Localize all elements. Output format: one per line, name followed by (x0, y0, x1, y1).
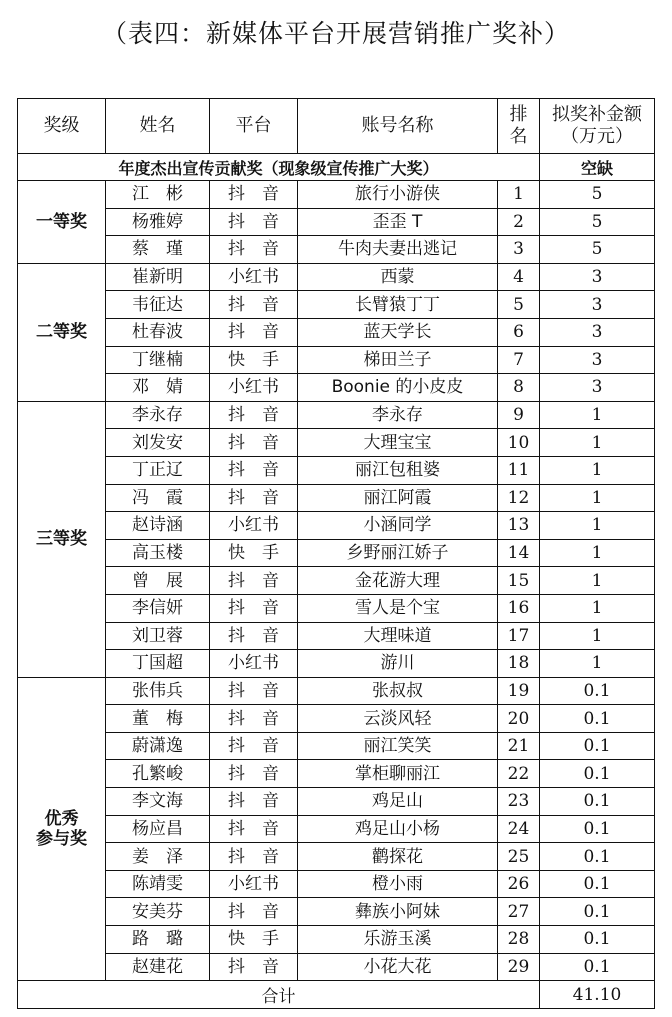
amount-cell: 0.1 (540, 926, 655, 954)
name-cell: 高玉楼 (106, 539, 210, 567)
name-cell: 蔚潇逸 (106, 732, 210, 760)
account-cell: 彝族小阿妹 (298, 898, 498, 926)
account-cell: 张叔叔 (298, 677, 498, 705)
table-row (18, 760, 655, 788)
rank-cell: 18 (498, 650, 540, 678)
platform-cell: 快 手 (210, 346, 298, 374)
platform-cell: 抖 音 (210, 594, 298, 622)
table-row (18, 484, 655, 512)
platform-cell: 抖 音 (210, 401, 298, 429)
rank-cell: 10 (498, 429, 540, 457)
name-cell: 杨应昌 (106, 815, 210, 843)
table-row (18, 236, 655, 264)
name-cell: 李永存 (106, 401, 210, 429)
document-title: （表四：新媒体平台开展营销推广奖补） (101, 19, 570, 48)
rank-cell: 8 (498, 374, 540, 402)
account-cell: 游川 (298, 650, 498, 678)
table-row (18, 870, 655, 898)
amount-cell: 3 (540, 346, 655, 374)
platform-cell: 小红书 (210, 374, 298, 402)
amount-cell: 1 (540, 567, 655, 595)
table-row (18, 539, 655, 567)
name-cell: 刘发安 (106, 429, 210, 457)
amount-cell: 1 (540, 594, 655, 622)
award-level-cell (18, 181, 106, 264)
name-cell: 姜 泽 (106, 843, 210, 871)
account-cell: 乐游玉溪 (298, 926, 498, 954)
table-row (18, 181, 655, 209)
platform-cell: 抖 音 (210, 208, 298, 236)
name-cell: 刘卫蓉 (106, 622, 210, 650)
account-cell: 云淡风轻 (298, 705, 498, 733)
amount-cell: 3 (540, 374, 655, 402)
platform-cell: 抖 音 (210, 677, 298, 705)
total-value: 41.10 (540, 981, 655, 1009)
rank-cell: 9 (498, 401, 540, 429)
amount-cell: 1 (540, 622, 655, 650)
rank-cell: 26 (498, 870, 540, 898)
table-row (18, 291, 655, 319)
name-cell: 孔繁峻 (106, 760, 210, 788)
account-cell: 鹳探花 (298, 843, 498, 871)
platform-cell: 快 手 (210, 539, 298, 567)
platform-cell: 抖 音 (210, 318, 298, 346)
amount-cell: 1 (540, 512, 655, 540)
platform-cell: 抖 音 (210, 484, 298, 512)
header-rank (498, 99, 540, 154)
table-row (18, 429, 655, 457)
platform-cell: 抖 音 (210, 898, 298, 926)
account-cell: 李永存 (298, 401, 498, 429)
amount-cell: 1 (540, 401, 655, 429)
table-row (18, 650, 655, 678)
name-cell: 张伟兵 (106, 677, 210, 705)
header-amount-line1: 拟奖补金额 (552, 104, 642, 125)
name-cell: 陈靖雯 (106, 870, 210, 898)
rank-cell: 27 (498, 898, 540, 926)
name-cell: 蔡 瑾 (106, 236, 210, 264)
special-award-label: 年度杰出宣传贡献奖（现象级宣传推广大奖） (18, 154, 540, 181)
award-level-cell (18, 263, 106, 401)
name-cell: 江 彬 (106, 181, 210, 209)
account-cell: 歪歪 T (298, 208, 498, 236)
award-level-cell (18, 401, 106, 677)
amount-cell: 1 (540, 429, 655, 457)
award-level-label: 优秀 (44, 808, 79, 829)
account-cell: 梯田兰子 (298, 346, 498, 374)
award-level-label: 三等奖 (36, 529, 87, 550)
special-award-row (18, 154, 655, 181)
table-row (18, 456, 655, 484)
platform-cell: 抖 音 (210, 429, 298, 457)
platform-cell: 抖 音 (210, 181, 298, 209)
award-level-label: 一等奖 (36, 211, 87, 232)
platform-cell: 抖 音 (210, 705, 298, 733)
platform-cell: 抖 音 (210, 760, 298, 788)
amount-cell: 1 (540, 456, 655, 484)
rank-cell: 4 (498, 263, 540, 291)
name-cell: 杨雅婷 (106, 208, 210, 236)
platform-cell: 抖 音 (210, 843, 298, 871)
account-cell: 鸡足山 (298, 788, 498, 816)
account-cell: 丽江阿霞 (298, 484, 498, 512)
award-level-label: 参与奖 (36, 828, 87, 849)
account-cell: 小花大花 (298, 953, 498, 981)
table-row (18, 567, 655, 595)
rank-cell: 29 (498, 953, 540, 981)
platform-cell: 抖 音 (210, 815, 298, 843)
account-cell: 大理宝宝 (298, 429, 498, 457)
account-cell: 蓝天学长 (298, 318, 498, 346)
name-cell: 李文海 (106, 788, 210, 816)
platform-cell: 抖 音 (210, 953, 298, 981)
rank-cell: 3 (498, 236, 540, 264)
table-row (18, 788, 655, 816)
name-cell: 丁继楠 (106, 346, 210, 374)
table-row (18, 732, 655, 760)
table-row (18, 843, 655, 871)
account-cell: 金花游大理 (298, 567, 498, 595)
amount-cell: 0.1 (540, 677, 655, 705)
platform-cell: 抖 音 (210, 732, 298, 760)
name-cell: 邓 婧 (106, 374, 210, 402)
account-cell: 西蒙 (298, 263, 498, 291)
amount-cell: 3 (540, 291, 655, 319)
header-name: 姓名 (106, 99, 210, 154)
table-row (18, 594, 655, 622)
account-cell: 雪人是个宝 (298, 594, 498, 622)
total-label: 合计 (18, 981, 540, 1009)
table-row (18, 815, 655, 843)
rank-cell: 11 (498, 456, 540, 484)
rank-cell: 15 (498, 567, 540, 595)
name-cell: 赵诗涵 (106, 512, 210, 540)
name-cell: 曾 展 (106, 567, 210, 595)
table-row (18, 263, 655, 291)
rank-cell: 1 (498, 181, 540, 209)
account-cell: 鸡足山小杨 (298, 815, 498, 843)
rank-cell: 28 (498, 926, 540, 954)
rank-cell: 23 (498, 788, 540, 816)
amount-cell: 0.1 (540, 953, 655, 981)
rank-cell: 13 (498, 512, 540, 540)
account-cell: 牛肉夫妻出逃记 (298, 236, 498, 264)
amount-cell: 1 (540, 484, 655, 512)
table-row (18, 926, 655, 954)
total-row (18, 981, 655, 1009)
platform-cell: 抖 音 (210, 622, 298, 650)
rank-cell: 25 (498, 843, 540, 871)
header-level: 奖级 (18, 99, 106, 154)
name-cell: 赵建花 (106, 953, 210, 981)
rank-cell: 19 (498, 677, 540, 705)
account-cell: 掌柜聊丽江 (298, 760, 498, 788)
header-amount-line2: （万元） (561, 126, 633, 147)
table-row (18, 318, 655, 346)
amount-cell: 0.1 (540, 705, 655, 733)
name-cell: 李信妍 (106, 594, 210, 622)
platform-cell: 小红书 (210, 650, 298, 678)
account-cell: Boonie 的小皮皮 (298, 374, 498, 402)
platform-cell: 快 手 (210, 926, 298, 954)
amount-cell: 3 (540, 263, 655, 291)
amount-cell: 0.1 (540, 788, 655, 816)
platform-cell: 抖 音 (210, 291, 298, 319)
table-row (18, 705, 655, 733)
special-award-value: 空缺 (540, 154, 655, 181)
table-row (18, 677, 655, 705)
platform-cell: 抖 音 (210, 236, 298, 264)
header-platform: 平台 (210, 99, 298, 154)
rank-cell: 20 (498, 705, 540, 733)
table-row (18, 208, 655, 236)
table-row (18, 374, 655, 402)
rank-cell: 24 (498, 815, 540, 843)
rank-cell: 2 (498, 208, 540, 236)
name-cell: 董 梅 (106, 705, 210, 733)
rank-cell: 6 (498, 318, 540, 346)
rank-cell: 17 (498, 622, 540, 650)
table-row (18, 346, 655, 374)
amount-cell: 1 (540, 650, 655, 678)
table-row (18, 401, 655, 429)
award-table (17, 98, 655, 1009)
header-row (18, 99, 655, 154)
account-cell: 丽江笑笑 (298, 732, 498, 760)
name-cell: 丁正辽 (106, 456, 210, 484)
amount-cell: 0.1 (540, 870, 655, 898)
amount-cell: 1 (540, 539, 655, 567)
rank-cell: 5 (498, 291, 540, 319)
amount-cell: 0.1 (540, 843, 655, 871)
header-rank-line2: 名 (509, 126, 528, 147)
account-cell: 橙小雨 (298, 870, 498, 898)
rank-cell: 14 (498, 539, 540, 567)
platform-cell: 小红书 (210, 512, 298, 540)
amount-cell: 3 (540, 318, 655, 346)
table-body (18, 154, 655, 1009)
rank-cell: 21 (498, 732, 540, 760)
rank-cell: 7 (498, 346, 540, 374)
name-cell: 路 璐 (106, 926, 210, 954)
name-cell: 韦征达 (106, 291, 210, 319)
platform-cell: 小红书 (210, 263, 298, 291)
rank-cell: 12 (498, 484, 540, 512)
header-account: 账号名称 (298, 99, 498, 154)
account-cell: 乡野丽江娇子 (298, 539, 498, 567)
name-cell: 安美芬 (106, 898, 210, 926)
table-row (18, 953, 655, 981)
platform-cell: 抖 音 (210, 456, 298, 484)
name-cell: 杜春波 (106, 318, 210, 346)
amount-cell: 0.1 (540, 732, 655, 760)
amount-cell: 0.1 (540, 898, 655, 926)
table-row (18, 898, 655, 926)
account-cell: 丽江包租婆 (298, 456, 498, 484)
rank-cell: 16 (498, 594, 540, 622)
amount-cell: 5 (540, 181, 655, 209)
platform-cell: 小红书 (210, 870, 298, 898)
header-amount (540, 99, 655, 154)
amount-cell: 5 (540, 236, 655, 264)
account-cell: 大理味道 (298, 622, 498, 650)
rank-cell: 22 (498, 760, 540, 788)
account-cell: 旅行小游侠 (298, 181, 498, 209)
name-cell: 崔新明 (106, 263, 210, 291)
award-level-cell (18, 677, 106, 981)
table-row (18, 512, 655, 540)
amount-cell: 5 (540, 208, 655, 236)
account-cell: 长臂猿丁丁 (298, 291, 498, 319)
name-cell: 丁国超 (106, 650, 210, 678)
name-cell: 冯 霞 (106, 484, 210, 512)
platform-cell: 抖 音 (210, 567, 298, 595)
amount-cell: 0.1 (540, 815, 655, 843)
account-cell: 小涵同学 (298, 512, 498, 540)
award-level-label: 二等奖 (36, 322, 87, 343)
amount-cell: 0.1 (540, 760, 655, 788)
platform-cell: 抖 音 (210, 788, 298, 816)
header-rank-line1: 排 (509, 104, 528, 125)
table-row (18, 622, 655, 650)
